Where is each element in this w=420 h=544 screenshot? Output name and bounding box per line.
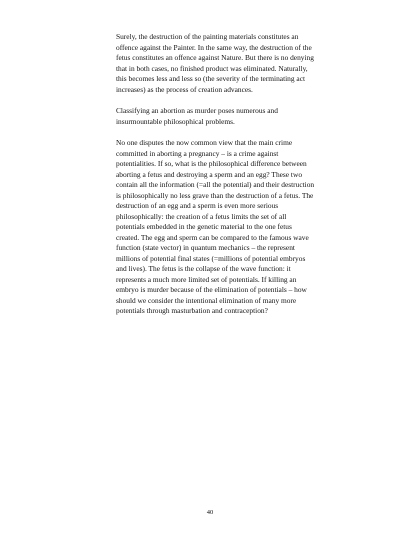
paragraph-classification: Classifying an abortion as murder poses numerous and insurmountable philosophical problems. [116, 106, 278, 126]
paragraph-potentialities: No one disputes the now common view that the main crime committed in aborting a pregnancy – is a crime against potentialities. If so, what is the philosophical difference between aborting a fetus and destroying a sperm and an egg? These two contain all the information (=all the potential) and their destruction is philosophically no less grave than the destruction of a fetus. The destruction of an egg and a sperm is even more serious philosophically: the creation of a fetus limits the set of all potentials embedded in the genetic material to the one fetus created. The egg and sperm can be compared to the famous wave function (state vector) in quantum mechanics – the represent millions of potential final states (=millions of potential embryos and lives). The fetus is the collapse of the wave function: it represents a much more limited set of potentials. If killing an embryo is murder because of the elimination of potentials – how should we consider the intentional elimination of many more potentials through masturbation and contraception? [116, 138, 315, 315]
body-text [116, 32, 316, 328]
page-number: 40 [206, 509, 214, 516]
paragraph-painting-analogy: Surely, the destruction of the painting materials constitutes an offence against the Painter. In the same way, the destruction of the fetus constitutes an offence against Nature. But there is no denying that in both cases, no finished product was eliminated. Naturally, this becomes less and less so (the severity of the terminating act increases) as the process of creation advances. [116, 32, 314, 94]
